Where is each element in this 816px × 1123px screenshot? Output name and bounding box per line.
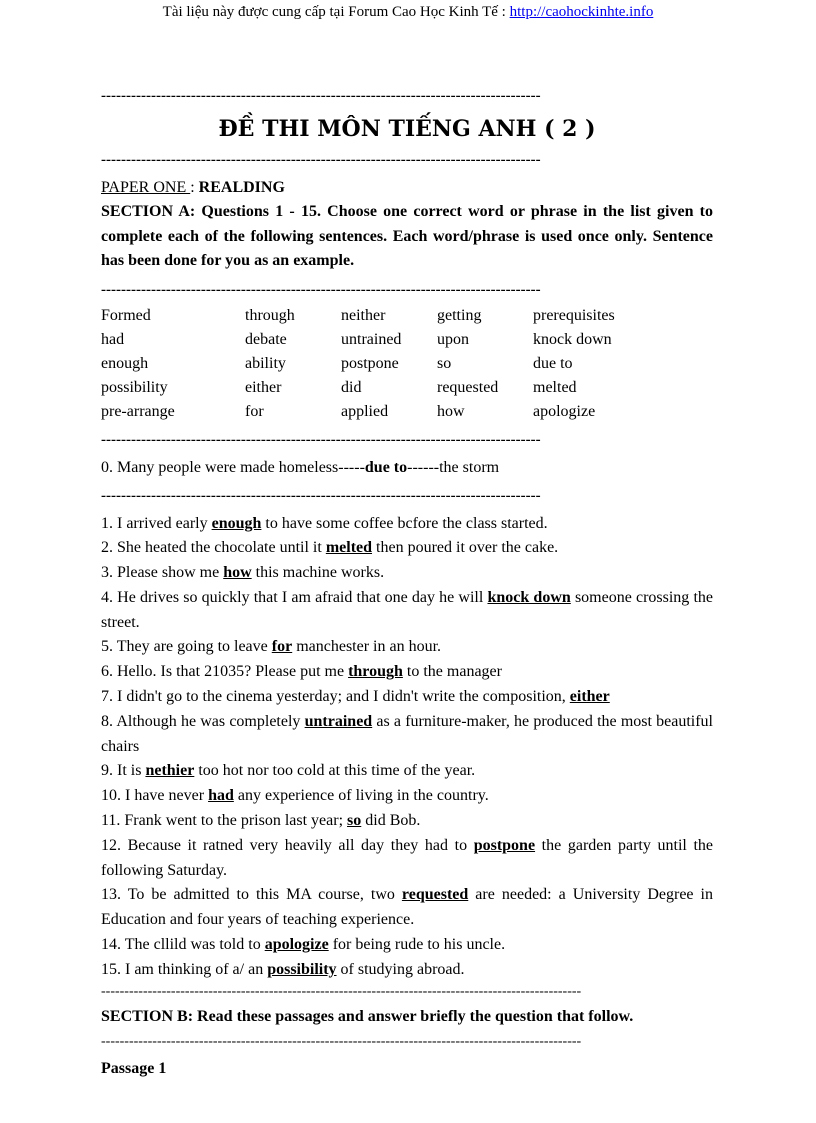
paper-name: REALDING: [198, 179, 285, 196]
word-cell: possibility: [101, 378, 168, 396]
word-cell: melted: [533, 378, 577, 396]
word-row: [101, 400, 713, 424]
word-cell: applied: [341, 402, 389, 420]
word-cell: getting: [437, 306, 482, 324]
word-cell: prerequisites: [533, 306, 615, 324]
question-item: [101, 685, 713, 710]
section-a-instructions: SECTION A: Questions 1 - 15. Choose one correct word or phrase in the list given to complete each of the following sentences. Each word/phrase is used once only. Sentence has been done for you as an example.: [101, 203, 713, 269]
question-text-end: then poured it over the cake.: [372, 539, 559, 557]
question-list: [101, 512, 713, 983]
answer-word: knock down: [487, 588, 571, 606]
question-item: [101, 883, 713, 933]
question-text-end: to have some coffee bcfore the class started.: [261, 514, 548, 532]
word-cell: requested: [437, 378, 499, 396]
answer-word: had: [208, 787, 234, 805]
word-cell: neither: [341, 306, 386, 324]
word-cell: for: [245, 402, 264, 420]
word-row: [101, 352, 713, 376]
question-item: [101, 759, 713, 784]
answer-word: so: [347, 812, 362, 830]
answer-word: possibility: [267, 960, 337, 978]
question-item: [101, 536, 713, 561]
answer-word: how: [223, 564, 252, 582]
divider: ----------------------------------------------------------------------------------------: [101, 152, 541, 168]
divider: -------------------------------------------------------------------------------------------------------: [101, 1033, 582, 1049]
word-cell: either: [245, 378, 282, 396]
answer-word: postpone: [473, 836, 536, 854]
question-text: 10. I have never: [101, 787, 209, 805]
question-text: 11. Frank went to the prison last year;: [101, 812, 348, 830]
word-cell: debate: [245, 330, 287, 348]
question-item: [101, 710, 713, 760]
divider: ----------------------------------------------------------------------------------------: [101, 431, 541, 448]
answer-word: enough: [211, 514, 262, 532]
word-cell: due to: [533, 354, 573, 372]
question-text-end: any experience of living in the country.: [233, 787, 489, 805]
example-answer: due to: [364, 458, 408, 476]
question-text: 13. To be admitted to this MA course, two: [101, 886, 402, 904]
question-text: 12. Because it ratned very heavily all day they had to: [101, 836, 474, 854]
passage-heading: Passage 1: [101, 1059, 167, 1077]
question-text: 4. He drives so quickly that I am afraid that one day he will: [101, 588, 488, 606]
paper-label: PAPER ONE: [101, 179, 191, 196]
answer-word: for: [271, 638, 293, 656]
word-cell: untrained: [341, 330, 402, 348]
question-text: 1. I arrived early: [101, 514, 212, 532]
question-item: [101, 561, 713, 586]
answer-word: untrained: [304, 712, 373, 730]
question-item: [101, 933, 713, 958]
header-text: Tài liệu này được cung cấp tại Forum Cao Học Kinh Tế :: [162, 4, 510, 20]
question-text: 8. Although he was completely: [101, 712, 305, 730]
paper-heading: [101, 176, 713, 200]
word-cell: had: [101, 330, 125, 348]
question-text-end: manchester in an hour.: [292, 638, 442, 656]
question-item: [101, 834, 713, 884]
example-sentence: [101, 456, 713, 480]
question-text: 7. I didn't go to the cinema yesterday; and I didn't write the composition,: [101, 688, 570, 706]
answer-word: through: [348, 663, 403, 681]
word-row: [101, 328, 713, 352]
answer-word: either: [569, 688, 610, 706]
word-cell: ability: [245, 354, 286, 372]
header-link[interactable]: http://caohockinhte.info: [509, 4, 654, 20]
question-text-end: to the manager: [402, 663, 502, 681]
divider: ----------------------------------------------------------------------------------------: [101, 88, 541, 104]
divider: -------------------------------------------------------------------------------------------------------: [101, 983, 582, 999]
question-text-end: this machine works.: [251, 564, 385, 582]
page-title: ĐỀ THI MÔN TIẾNG ANH ( 2 ): [218, 116, 596, 142]
answer-word: apologize: [264, 936, 329, 954]
question-text-end: too hot nor too cold at this time of the year.: [194, 762, 476, 780]
divider: ----------------------------------------------------------------------------------------: [101, 487, 541, 504]
word-cell: how: [437, 402, 465, 420]
question-text: 14. The cllild was told to: [101, 936, 265, 954]
divider: ----------------------------------------------------------------------------------------: [101, 281, 541, 298]
question-item: [101, 635, 713, 660]
word-cell: enough: [101, 354, 149, 372]
question-text-end: are needed: a University Degree in Education and four years of teaching experience.: [101, 886, 714, 929]
answer-word: requested: [401, 886, 469, 904]
question-text: 3. Please show me: [101, 564, 224, 582]
word-cell: postpone: [341, 354, 399, 372]
question-item: [101, 586, 713, 636]
question-item: [101, 809, 713, 834]
question-item: [101, 958, 713, 983]
question-item: [101, 512, 713, 537]
question-item: [101, 660, 713, 685]
word-cell: pre-arrange: [101, 402, 175, 420]
word-cell: through: [245, 306, 295, 324]
page-header: [0, 4, 816, 21]
example-post: ------the storm: [407, 458, 500, 476]
question-text-end: for being rude to his uncle.: [328, 936, 506, 954]
question-item: [101, 784, 713, 809]
question-text: 9. It is: [101, 762, 146, 780]
answer-word: melted: [325, 539, 373, 557]
word-cell: did: [341, 378, 362, 396]
answer-word: nethier: [145, 762, 195, 780]
question-text-end: as a furniture-maker, he produced the most beautiful chairs: [101, 712, 714, 755]
document-body: [101, 86, 713, 1081]
question-text: 5. They are going to leave: [101, 638, 272, 656]
section-b-heading: SECTION B: Read these passages and answer briefly the question that follow.: [101, 1007, 634, 1025]
question-text-end: someone crossing the street.: [101, 588, 714, 631]
word-row: [101, 376, 713, 400]
example-pre: 0. Many people were made homeless-----: [101, 458, 365, 476]
word-cell: so: [437, 354, 452, 372]
word-cell: upon: [437, 330, 469, 348]
question-text: 15. I am thinking of a/ an: [101, 960, 268, 978]
question-text: 6. Hello. Is that 21035? Please put me: [101, 663, 349, 681]
word-row: [101, 304, 713, 328]
word-cell: knock down: [533, 330, 612, 348]
word-cell: apologize: [533, 402, 596, 420]
question-text-end: the garden party until the following Saturday.: [101, 836, 713, 879]
question-text: 2. She heated the chocolate until it: [101, 539, 326, 557]
word-list-table: [101, 304, 713, 424]
word-cell: Formed: [101, 306, 151, 324]
question-text-end: did Bob.: [361, 812, 421, 830]
paper-colon: :: [190, 179, 199, 196]
question-text-end: of studying abroad.: [336, 960, 465, 978]
